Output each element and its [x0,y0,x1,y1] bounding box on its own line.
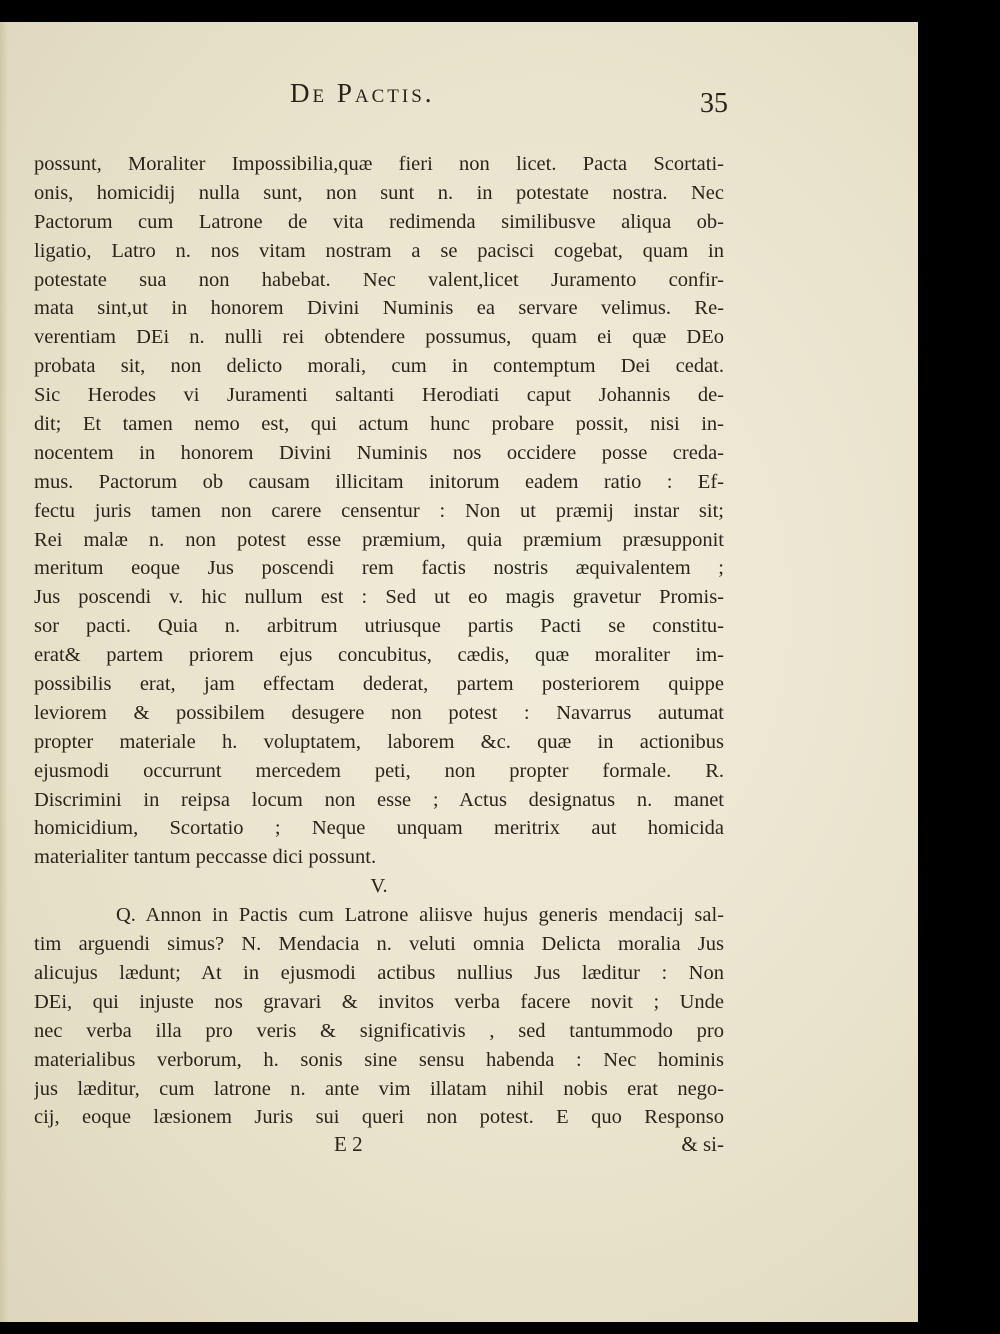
text-line: Sic Herodes vi Juramenti saltanti Herodiati caput Johannis de- [34,384,724,407]
text-line: possunt, Moraliter Impossibilia,quæ fieri non licet. Pacta Scortati- [34,153,724,175]
page-footer [34,1132,724,1162]
text-line: nec verba illa pro veris & significativis , sed tantummodo pro [34,1019,724,1042]
text-line: probata sit, non delicto morali, cum in contemptum Dei cedat. [34,355,724,378]
text-line: erat& partem priorem ejus concubitus, cædis, quæ moraliter im- [34,644,724,667]
section-number: V. [370,875,388,898]
text-line: mus. Pactorum ob causam illicitam initorum eadem ratio : Ef- [34,470,724,493]
signature-mark: E 2 [334,1132,363,1156]
text-line: Pactorum cum Latrone de vita redimenda similibusve aliqua ob- [34,210,724,233]
text-line: fectu juris tamen non carere censentur : Non ut præmij instar sit; [34,499,724,522]
text-line: Jus poscendi v. hic nullum est : Sed ut eo magis gravetur Promis- [34,586,724,609]
text-line: ligatio, Latro n. nos vitam nostram a se pacisci cogebat, quam in [34,239,724,262]
text-line: potestate sua non habebat. Nec valent,licet Juramento confir- [34,268,724,291]
text-line: Rei malæ n. non potest esse præmium, quia præmium præsupponit [34,528,724,551]
text-line: Discrimini in reipsa locum non esse ; Actus designatus n. manet [34,788,724,811]
text-line: homicidium, Scortatio ; Neque unquam meritrix aut homicida [34,817,724,840]
text-line: cij, eoque læsionem Juris sui queri non potest. E quo Responso [34,1106,724,1129]
text-line: verentiam DEi n. nulli rei obtendere possumus, quam ei quæ DEo [34,326,724,349]
text-line: sor pacti. Quia n. arbitrum utriusque partis Pacti se constitu- [34,615,724,638]
page-number: 35 [700,88,728,119]
text-line: possibilis erat, jam effectam dederat, partem posteriorem quippe [34,673,724,696]
text-line: ejusmodi occurrunt mercedem peti, non propter formale. R. [34,759,724,782]
text-line: alicujus lædunt; At in ejusmodi actibus nullius Jus læditur : Non [34,961,724,984]
text-line: jus læditur, cum latrone n. ante vim illatam nihil nobis erat nego- [34,1077,724,1100]
book-page [0,22,918,1322]
body-text [34,150,724,1132]
text-line: onis, homicidij nulla sunt, non sunt n. in potestate nostra. Nec [34,181,724,204]
page-edge-shadow [0,22,8,1322]
text-line: tim arguendi simus? N. Mendacia n. veluti omnia Delicta moralia Jus [34,933,724,956]
text-line: propter materiale h. voluptatem, laborem &c. quæ in actionibus [34,730,724,753]
text-line: dit; Et tamen nemo est, qui actum hunc probare possit, nisi in- [34,413,724,436]
text-line: materialiter tantum peccasse dici possunt. [34,846,377,869]
text-line: leviorem & possibilem desugere non potest : Navarrus autumat [34,701,724,724]
running-head-title: De Pactis. [290,78,435,108]
text-line: DEi, qui injuste nos gravari & invitos verba facere novit ; Unde [34,990,724,1013]
text-line: nocentem in honorem Divini Numinis nos occidere posse creda- [34,441,724,464]
running-head [0,78,918,118]
text-line: mata sint,ut in honorem Divini Numinis ea servare velimus. Re- [34,297,724,320]
question-line: Q. Annon in Pactis cum Latrone aliisve hujus generis mendacij sal- [116,904,724,927]
catchword: & si- [681,1132,724,1156]
text-line: materialibus verborum, h. sonis sine sensu habenda : Nec hominis [34,1048,724,1071]
text-line: meritum eoque Jus poscendi rem factis nostris æquivalentem ; [34,557,724,580]
